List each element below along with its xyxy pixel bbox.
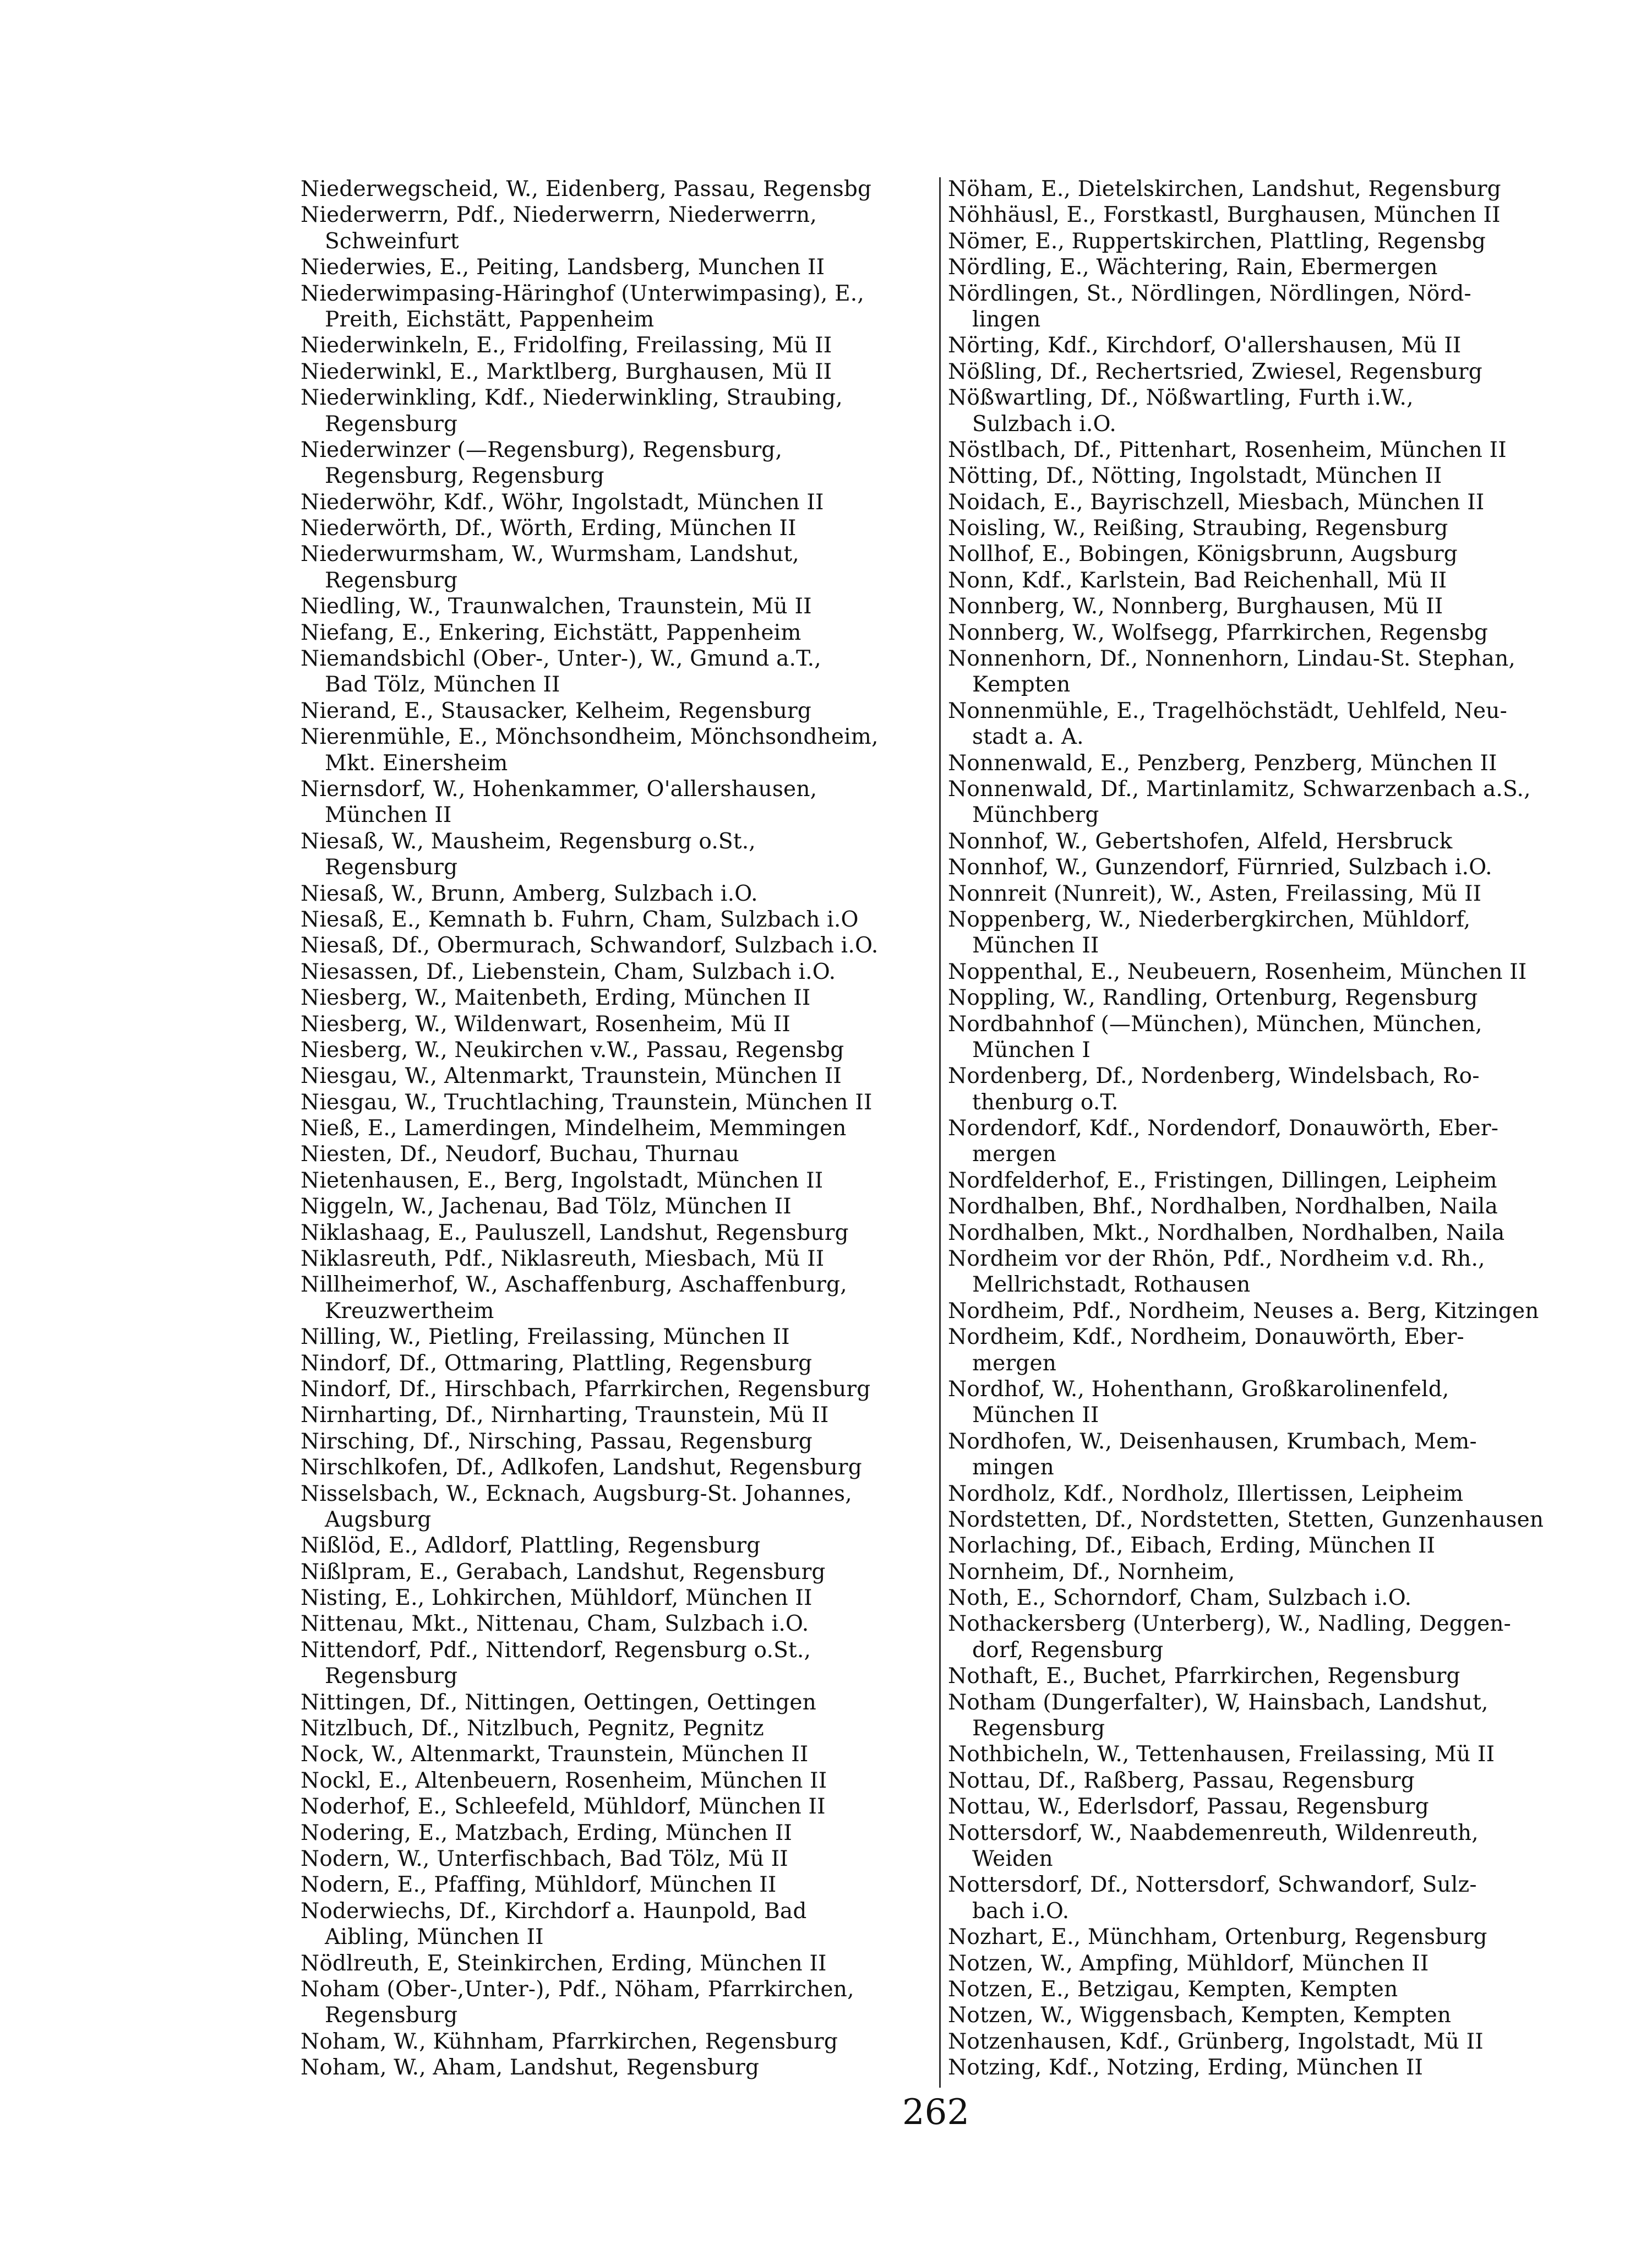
gazetteer-entry bbox=[948, 568, 1581, 593]
entry-line: Notham (Dungerfalter), W, Hainsbach, Landshut, bbox=[948, 1690, 1489, 1715]
entry-line: Nonnenwald, E., Penzberg, Penzberg, München II bbox=[948, 750, 1497, 776]
gazetteer-entry bbox=[301, 2029, 934, 2055]
entry-line: Noppenthal, E., Neubeuern, Rosenheim, München II bbox=[948, 959, 1527, 984]
gazetteer-entry bbox=[948, 437, 1581, 463]
gazetteer-entry bbox=[301, 1324, 934, 1350]
entry-continuation-line: mergen bbox=[972, 1142, 1057, 1167]
gazetteer-entry bbox=[301, 698, 934, 724]
gazetteer-entry bbox=[301, 959, 934, 985]
gazetteer-entry bbox=[948, 1011, 1581, 1064]
gazetteer-entry bbox=[948, 1872, 1581, 1924]
gazetteer-entry bbox=[948, 1194, 1581, 1219]
entry-line: Nößwartling, Df., Nößwartling, Furth i.W., bbox=[948, 385, 1414, 411]
entry-line: Niesten, Df., Neudorf, Buchau, Thurnau bbox=[301, 1142, 739, 1167]
entry-line: Nodering, E., Matzbach, Erding, München II bbox=[301, 1820, 793, 1845]
gazetteer-entry bbox=[948, 1611, 1581, 1663]
gazetteer-entry bbox=[948, 907, 1581, 959]
entry-line: Nordfelderhof, E., Fristingen, Dillingen, Leipheim bbox=[948, 1168, 1497, 1193]
entry-line: Nordheim, Pdf., Nordheim, Neuses a. Berg, Kitzingen bbox=[948, 1298, 1539, 1324]
gazetteer-entry bbox=[301, 1846, 934, 1872]
gazetteer-entry bbox=[301, 333, 934, 358]
entry-line: Notzen, E., Betzigau, Kempten, Kempten bbox=[948, 1976, 1398, 2002]
gazetteer-entry bbox=[301, 1741, 934, 1767]
entry-line: Nodern, E., Pfaffing, Mühldorf, München II bbox=[301, 1872, 777, 1898]
entry-line: Niederwinkling, Kdf., Niederwinkling, Straubing, bbox=[301, 385, 843, 411]
gazetteer-entry bbox=[948, 1533, 1581, 1559]
gazetteer-entry bbox=[301, 1376, 934, 1402]
entry-continuation-line: Mellrichstadt, Rothausen bbox=[972, 1272, 1251, 1298]
gazetteer-entry bbox=[301, 1429, 934, 1455]
gazetteer-entry bbox=[301, 1455, 934, 1480]
gazetteer-entry bbox=[301, 385, 934, 437]
gazetteer-entry bbox=[301, 1794, 934, 1820]
entry-continuation-line: Regensburg, Regensburg bbox=[325, 464, 604, 489]
entry-line: Nordbahnhof (—München), München, München, bbox=[948, 1011, 1482, 1037]
entry-line: Nothaft, E., Buchet, Pfarrkirchen, Regensburg bbox=[948, 1664, 1460, 1689]
entry-line: Nock, W., Altenmarkt, Traunstein, München II bbox=[301, 1742, 809, 1767]
entry-line: Niklasreuth, Pdf., Niklasreuth, Miesbach, Mü II bbox=[301, 1246, 825, 1272]
entry-line: Niederwerrn, Pdf., Niederwerrn, Niederwerrn, bbox=[301, 203, 817, 228]
entry-line: Nindorf, Df., Ottmaring, Plattling, Regensburg bbox=[301, 1350, 813, 1376]
gazetteer-entry bbox=[301, 1872, 934, 1898]
gazetteer-entry bbox=[301, 1898, 934, 1951]
gazetteer-entry bbox=[301, 1951, 934, 1976]
entry-line: Nottersdorf, Df., Nottersdorf, Schwandorf, Sulz- bbox=[948, 1872, 1477, 1898]
entry-line: Nieß, E., Lamerdingen, Mindelheim, Memmingen bbox=[301, 1116, 847, 1141]
gazetteer-entry bbox=[948, 2055, 1581, 2081]
entry-line: Noham (Ober-,Unter-), Pdf., Nöham, Pfarrkirchen, bbox=[301, 1976, 854, 2002]
entry-line: Niederwegscheid, W., Eidenberg, Passau, Regensbg bbox=[301, 177, 872, 202]
gazetteer-entry bbox=[948, 1507, 1581, 1533]
entry-continuation-line: Aibling, München II bbox=[325, 1925, 544, 1950]
entry-line: Nottersdorf, W., Naabdemenreuth, Wildenreuth, bbox=[948, 1820, 1479, 1845]
gazetteer-entry bbox=[301, 359, 934, 385]
gazetteer-entry bbox=[948, 1168, 1581, 1194]
gazetteer-entry bbox=[301, 515, 934, 541]
entry-line: Nittingen, Df., Nittingen, Oettingen, Oettingen bbox=[301, 1690, 816, 1715]
gazetteer-entry bbox=[948, 463, 1581, 489]
entry-line: Nißlpram, E., Gerabach, Landshut, Regensburg bbox=[301, 1559, 826, 1584]
entry-line: Nietenhausen, E., Berg, Ingolstadt, München II bbox=[301, 1168, 824, 1193]
entry-continuation-line: thenburg o.T. bbox=[972, 1090, 1119, 1115]
entry-line: Niesaß, Df., Obermurach, Schwandorf, Sulzbach i.O. bbox=[301, 933, 879, 959]
entry-line: Nothbicheln, W., Tettenhausen, Freilassing, Mü II bbox=[948, 1742, 1495, 1767]
gazetteer-entry bbox=[301, 1611, 934, 1637]
entry-line: Notzen, W., Ampfing, Mühldorf, München II bbox=[948, 1951, 1429, 1976]
gazetteer-entry bbox=[301, 620, 934, 646]
entry-line: Nömer, E., Ruppertskirchen, Plattling, Regensbg bbox=[948, 228, 1486, 254]
entry-line: Nodern, W., Unterfischbach, Bad Tölz, Mü II bbox=[301, 1847, 788, 1871]
entry-line: Noham, W., Aham, Landshut, Regensburg bbox=[301, 2055, 760, 2081]
gazetteer-entry bbox=[301, 176, 934, 202]
gazetteer-entry bbox=[948, 228, 1581, 254]
gazetteer-entry bbox=[948, 515, 1581, 541]
gazetteer-entry bbox=[948, 750, 1581, 776]
gazetteer-entry bbox=[948, 1559, 1581, 1585]
gazetteer-entry bbox=[948, 1663, 1581, 1689]
entry-line: Nöham, E., Dietelskirchen, Landshut, Regensburg bbox=[948, 177, 1501, 202]
gazetteer-entry bbox=[301, 646, 934, 698]
entry-line: Niesaß, W., Brunn, Amberg, Sulzbach i.O. bbox=[301, 881, 758, 906]
entry-line: Nothackersberg (Unterberg), W., Nadling, Deggen- bbox=[948, 1611, 1512, 1637]
entry-line: Niederwurmsham, W., Wurmsham, Landshut, bbox=[301, 542, 799, 567]
entry-line: Nollhof, E., Bobingen, Königsbrunn, Augsburg bbox=[948, 542, 1458, 567]
entry-line: Nordheim, Kdf., Nordheim, Donauwörth, Eber- bbox=[948, 1325, 1464, 1350]
gazetteer-entry bbox=[948, 385, 1581, 437]
gazetteer-entry bbox=[948, 698, 1581, 750]
entry-continuation-line: München II bbox=[972, 933, 1099, 959]
gazetteer-entry bbox=[301, 1141, 934, 1167]
gazetteer-entry bbox=[301, 1063, 934, 1089]
gazetteer-entry bbox=[301, 1272, 934, 1324]
entry-continuation-line: Regensburg bbox=[972, 1716, 1105, 1741]
gazetteer-entry bbox=[948, 829, 1581, 854]
entry-line: Niklashaag, E., Pauluszell, Landshut, Regensburg bbox=[301, 1220, 849, 1245]
entry-line: Nördlingen, St., Nördlingen, Nördlingen, Nörd- bbox=[948, 281, 1471, 306]
gazetteer-entry bbox=[301, 489, 934, 515]
entry-line: Nonn, Kdf., Karlstein, Bad Reichenhall, Mü II bbox=[948, 568, 1447, 593]
gazetteer-entry bbox=[948, 1741, 1581, 1767]
gazetteer-entry bbox=[948, 2029, 1581, 2055]
entry-continuation-line: Sulzbach i.O. bbox=[972, 411, 1116, 437]
entry-line: Niederwinzer (—Regensburg), Regensburg, bbox=[301, 437, 783, 462]
entry-continuation-line: Regensburg bbox=[325, 568, 458, 593]
gazetteer-entry bbox=[301, 1585, 934, 1611]
entry-line: Nottau, Df., Raßberg, Passau, Regensburg bbox=[948, 1768, 1415, 1793]
gazetteer-entry bbox=[301, 1976, 934, 2029]
entry-line: Nilling, W., Pietling, Freilassing, München II bbox=[301, 1325, 790, 1350]
entry-continuation-line: Regensburg bbox=[325, 1664, 458, 1689]
entry-line: Notzen, W., Wiggensbach, Kempten, Kempten bbox=[948, 2003, 1452, 2028]
entry-continuation-line: bach i.O. bbox=[972, 1898, 1070, 1924]
entry-line: Niesberg, W., Neukirchen v.W., Passau, Regensbg bbox=[301, 1037, 844, 1063]
gazetteer-entry bbox=[948, 1063, 1581, 1115]
entry-line: Nirsching, Df., Nirsching, Passau, Regensburg bbox=[301, 1429, 813, 1454]
left-column bbox=[301, 176, 934, 2081]
right-column bbox=[948, 176, 1581, 2081]
entry-line: Nordhalben, Bhf., Nordhalben, Nordhalben, Naila bbox=[948, 1194, 1498, 1219]
entry-line: Nöhhäusl, E., Forstkastl, Burghausen, München II bbox=[948, 203, 1501, 228]
gazetteer-entry bbox=[301, 437, 934, 489]
entry-line: Nonnenwald, Df., Martinlamitz, Schwarzenbach a.S., bbox=[948, 776, 1531, 802]
gazetteer-entry bbox=[948, 489, 1581, 515]
entry-continuation-line: Preith, Eichstätt, Pappenheim bbox=[325, 307, 655, 332]
gazetteer-entry bbox=[301, 202, 934, 254]
gazetteer-entry bbox=[948, 359, 1581, 385]
entry-line: Nordholz, Kdf., Nordholz, Illertissen, Leipheim bbox=[948, 1481, 1464, 1506]
gazetteer-entry bbox=[301, 541, 934, 593]
gazetteer-entry bbox=[948, 176, 1581, 202]
entry-line: Noth, E., Schorndorf, Cham, Sulzbach i.O. bbox=[948, 1586, 1412, 1611]
entry-line: Nonnenmühle, E., Tragelhöchstädt, Uehlfeld, Neu- bbox=[948, 698, 1508, 723]
entry-line: Nordendorf, Kdf., Nordendorf, Donauwörth, Eber- bbox=[948, 1116, 1499, 1141]
gazetteer-entry bbox=[948, 881, 1581, 907]
entry-line: Notzing, Kdf., Notzing, Erding, München II bbox=[948, 2055, 1424, 2081]
entry-continuation-line: München I bbox=[972, 1037, 1091, 1063]
gazetteer-entry bbox=[948, 1298, 1581, 1324]
entry-line: Niederwinkl, E., Marktlberg, Burghausen, Mü II bbox=[301, 359, 832, 384]
gazetteer-entry bbox=[301, 1533, 934, 1559]
entry-line: Noderhof, E., Schleefeld, Mühldorf, München II bbox=[301, 1794, 826, 1820]
gazetteer-entry bbox=[948, 1376, 1581, 1429]
entry-line: Nonnberg, W., Nonnberg, Burghausen, Mü II bbox=[948, 594, 1443, 619]
gazetteer-entry bbox=[948, 333, 1581, 358]
entry-line: Nierand, E., Stausacker, Kelheim, Regensburg bbox=[301, 698, 812, 723]
entry-line: Nordhalben, Mkt., Nordhalben, Nordhalben, Naila bbox=[948, 1220, 1505, 1245]
gazetteer-entry bbox=[948, 1220, 1581, 1246]
entry-line: Niesassen, Df., Liebenstein, Cham, Sulzbach i.O. bbox=[301, 959, 836, 984]
entry-line: Nozhart, E., Münchham, Ortenburg, Regensburg bbox=[948, 1925, 1487, 1950]
entry-line: Nödlreuth, E, Steinkirchen, Erding, München II bbox=[301, 1951, 827, 1976]
gazetteer-entry bbox=[301, 1820, 934, 1846]
entry-line: Nonnenhorn, Df., Nonnenhorn, Lindau-St. Stephan, bbox=[948, 646, 1515, 672]
column-divider bbox=[939, 177, 941, 2088]
entry-line: Niernsdorf, W., Hohenkammer, O'allershausen, bbox=[301, 776, 817, 802]
gazetteer-entry bbox=[948, 1794, 1581, 1820]
entry-continuation-line: lingen bbox=[972, 307, 1041, 332]
entry-line: Noppling, W., Randling, Ortenburg, Regensburg bbox=[948, 985, 1478, 1011]
entry-line: Niefang, E., Enkering, Eichstätt, Pappenheim bbox=[301, 620, 802, 645]
gazetteer-entry bbox=[301, 1011, 934, 1037]
entry-continuation-line: Mkt. Einersheim bbox=[325, 750, 508, 776]
gazetteer-entry bbox=[301, 881, 934, 907]
entry-line: Nonnberg, W., Wolfsegg, Pfarrkirchen, Regensbg bbox=[948, 620, 1489, 645]
entry-continuation-line: Bad Tölz, München II bbox=[325, 672, 560, 698]
entry-line: Nirnharting, Df., Nirnharting, Traunstein, Mü II bbox=[301, 1403, 829, 1428]
entry-line: Nockl, E., Altenbeuern, Rosenheim, München II bbox=[301, 1768, 827, 1793]
gazetteer-entry bbox=[948, 1820, 1581, 1872]
entry-line: Noham, W., Kühnham, Pfarrkirchen, Regensburg bbox=[301, 2029, 838, 2054]
entry-continuation-line: Münchberg bbox=[972, 803, 1099, 828]
entry-line: Nordheim vor der Rhön, Pdf., Nordheim v.d. Rh., bbox=[948, 1246, 1485, 1272]
entry-line: Nittendorf, Pdf., Nittendorf, Regensburg o.St., bbox=[301, 1637, 811, 1663]
entry-line: Nöstlbach, Df., Pittenhart, Rosenheim, München II bbox=[948, 437, 1507, 462]
gazetteer-entry bbox=[948, 646, 1581, 698]
entry-continuation-line: Regensburg bbox=[325, 2003, 458, 2028]
entry-line: Niedling, W., Traunwalchen, Traunstein, Mü II bbox=[301, 594, 812, 619]
entry-line: Norlaching, Df., Eibach, Erding, München II bbox=[948, 1533, 1436, 1559]
entry-line: Niederwimpasing-Häringhof (Unterwimpasing), E., bbox=[301, 281, 864, 306]
entry-line: Noisling, W., Reißing, Straubing, Regensburg bbox=[948, 516, 1448, 541]
entry-continuation-line: stadt a. A. bbox=[972, 725, 1084, 750]
entry-continuation-line: München II bbox=[325, 803, 452, 828]
gazetteer-entry bbox=[301, 724, 934, 776]
entry-line: Nirschlkofen, Df., Adlkofen, Landshut, Regensburg bbox=[301, 1455, 862, 1480]
gazetteer-entry bbox=[301, 776, 934, 829]
entry-continuation-line: Weiden bbox=[972, 1847, 1053, 1871]
gazetteer-entry bbox=[301, 2055, 934, 2081]
entry-line: Nierenmühle, E., Mönchsondheim, Mönchsondheim, bbox=[301, 725, 879, 750]
gazetteer-entry bbox=[948, 1924, 1581, 1950]
entry-continuation-line: dorf, Regensburg bbox=[972, 1637, 1164, 1663]
entry-line: Nörting, Kdf., Kirchdorf, O'allershausen, Mü II bbox=[948, 333, 1462, 358]
gazetteer-entry bbox=[948, 1115, 1581, 1168]
entry-line: Niederwöhr, Kdf., Wöhr, Ingolstadt, München II bbox=[301, 489, 824, 515]
entry-line: Niederwörth, Df., Wörth, Erding, München II bbox=[301, 516, 797, 541]
entry-line: Nonnhof, W., Gebertshofen, Alfeld, Hersbruck bbox=[948, 829, 1453, 854]
gazetteer-entry bbox=[301, 985, 934, 1011]
gazetteer-entry bbox=[948, 959, 1581, 985]
gazetteer-entry bbox=[948, 1246, 1581, 1298]
gazetteer-entry bbox=[948, 620, 1581, 646]
gazetteer-entry bbox=[301, 1716, 934, 1741]
entry-line: Niggeln, W., Jachenau, Bad Tölz, München II bbox=[301, 1194, 792, 1219]
entry-line: Nördling, E., Wächtering, Rain, Ebermergen bbox=[948, 255, 1438, 280]
entry-line: Nonnreit (Nunreit), W., Asten, Freilassing, Mü II bbox=[948, 881, 1482, 906]
entry-continuation-line: München II bbox=[972, 1403, 1099, 1428]
gazetteer-entry bbox=[948, 1324, 1581, 1376]
entry-line: Nordenberg, Df., Nordenberg, Windelsbach, Ro- bbox=[948, 1064, 1480, 1089]
gazetteer-entry bbox=[301, 1481, 934, 1533]
gazetteer-entry bbox=[301, 1768, 934, 1794]
gazetteer-entry bbox=[301, 933, 934, 959]
entry-line: Nordhof, W., Hohenthann, Großkarolinenfeld, bbox=[948, 1376, 1449, 1402]
entry-line: Niesgau, W., Altenmarkt, Traunstein, München II bbox=[301, 1064, 842, 1089]
entry-continuation-line: Kempten bbox=[972, 672, 1071, 698]
gazetteer-entry bbox=[301, 593, 934, 619]
entry-continuation-line: mingen bbox=[972, 1455, 1054, 1480]
entry-line: Noderwiechs, Df., Kirchdorf a. Haunpold, Bad bbox=[301, 1898, 807, 1924]
gazetteer-entry bbox=[301, 1246, 934, 1272]
entry-line: Nötting, Df., Nötting, Ingolstadt, München II bbox=[948, 464, 1442, 489]
entry-line: Nottau, W., Ederlsdorf, Passau, Regensburg bbox=[948, 1794, 1429, 1820]
entry-line: Nindorf, Df., Hirschbach, Pfarrkirchen, Regensburg bbox=[301, 1376, 871, 1402]
gazetteer-entry bbox=[301, 1037, 934, 1063]
entry-line: Nordhofen, W., Deisenhausen, Krumbach, Mem- bbox=[948, 1429, 1477, 1454]
entry-continuation-line: Schweinfurt bbox=[325, 228, 459, 254]
entry-line: Niemandsbichl (Ober-, Unter-), W., Gmund a.T., bbox=[301, 646, 821, 672]
entry-line: Niederwies, E., Peiting, Landsberg, Munchen II bbox=[301, 255, 825, 280]
entry-line: Nitzlbuch, Df., Nitzlbuch, Pegnitz, Pegnitz bbox=[301, 1716, 764, 1741]
entry-continuation-line: mergen bbox=[972, 1350, 1057, 1376]
gazetteer-entry bbox=[301, 1350, 934, 1376]
gazetteer-entry bbox=[948, 1951, 1581, 1976]
gazetteer-entry bbox=[948, 985, 1581, 1011]
gazetteer-entry bbox=[948, 202, 1581, 228]
entry-continuation-line: Augsburg bbox=[325, 1507, 432, 1532]
gazetteer-entry bbox=[301, 254, 934, 280]
entry-line: Nisselsbach, W., Ecknach, Augsburg-St. Johannes, bbox=[301, 1481, 852, 1506]
gazetteer-entry bbox=[948, 281, 1581, 333]
gazetteer-entry bbox=[948, 593, 1581, 619]
gazetteer-entry bbox=[301, 1090, 934, 1115]
entry-line: Niesaß, W., Mausheim, Regensburg o.St., bbox=[301, 829, 756, 854]
entry-line: Noidach, E., Bayrischzell, Miesbach, München II bbox=[948, 489, 1485, 515]
entry-line: Nißlöd, E., Adldorf, Plattling, Regensburg bbox=[301, 1533, 761, 1559]
gazetteer-entry bbox=[301, 1402, 934, 1428]
entry-line: Nonnhof, W., Gunzendorf, Fürnried, Sulzbach i.O. bbox=[948, 855, 1492, 880]
entry-continuation-line: Regensburg bbox=[325, 411, 458, 437]
entry-line: Noppenberg, W., Niederbergkirchen, Mühldorf, bbox=[948, 907, 1471, 932]
gazetteer-entry bbox=[948, 1976, 1581, 2002]
gazetteer-entry bbox=[948, 854, 1581, 880]
gazetteer-entry bbox=[948, 254, 1581, 280]
gazetteer-entry bbox=[301, 1690, 934, 1716]
entry-line: Nornheim, Df., Nornheim, bbox=[948, 1559, 1235, 1584]
gazetteer-entry bbox=[948, 1585, 1581, 1611]
entry-line: Niederwinkeln, E., Fridolfing, Freilassing, Mü II bbox=[301, 333, 832, 358]
gazetteer-entry bbox=[948, 776, 1581, 829]
gazetteer-entry bbox=[948, 1429, 1581, 1481]
entry-line: Niesberg, W., Maitenbeth, Erding, München II bbox=[301, 985, 811, 1011]
gazetteer-entry bbox=[948, 541, 1581, 567]
gazetteer-entry bbox=[301, 1194, 934, 1219]
entry-continuation-line: Kreuzwertheim bbox=[325, 1298, 494, 1324]
gazetteer-entry bbox=[301, 1637, 934, 1690]
gazetteer-entry bbox=[301, 1115, 934, 1141]
entry-line: Nillheimerhof, W., Aschaffenburg, Aschaffenburg, bbox=[301, 1272, 847, 1298]
page-number: 262 bbox=[902, 2092, 970, 2133]
gazetteer-entry bbox=[301, 829, 934, 881]
entry-line: Notzenhausen, Kdf., Grünberg, Ingolstadt, Mü II bbox=[948, 2029, 1484, 2054]
gazetteer-entry bbox=[948, 1690, 1581, 1742]
entry-line: Niesberg, W., Wildenwart, Rosenheim, Mü II bbox=[301, 1011, 791, 1037]
gazetteer-entry bbox=[948, 1481, 1581, 1507]
entry-continuation-line: Regensburg bbox=[325, 855, 458, 880]
gazetteer-entry bbox=[301, 907, 934, 933]
entry-line: Niesgau, W., Truchtlaching, Traunstein, München II bbox=[301, 1090, 873, 1115]
entry-line: Nößling, Df., Rechertsried, Zwiesel, Regensburg bbox=[948, 359, 1482, 384]
gazetteer-entry bbox=[301, 1168, 934, 1194]
entry-line: Nordstetten, Df., Nordstetten, Stetten, Gunzenhausen bbox=[948, 1507, 1544, 1532]
gazetteer-entry bbox=[948, 2002, 1581, 2028]
entry-line: Nittenau, Mkt., Nittenau, Cham, Sulzbach i.O. bbox=[301, 1611, 809, 1637]
gazetteer-entry bbox=[301, 281, 934, 333]
gazetteer-entry bbox=[948, 1768, 1581, 1794]
gazetteer-entry bbox=[301, 1220, 934, 1246]
entry-line: Nisting, E., Lohkirchen, Mühldorf, München II bbox=[301, 1586, 813, 1611]
entry-line: Niesaß, E., Kemnath b. Fuhrn, Cham, Sulzbach i.O bbox=[301, 907, 859, 932]
gazetteer-entry bbox=[301, 1559, 934, 1585]
